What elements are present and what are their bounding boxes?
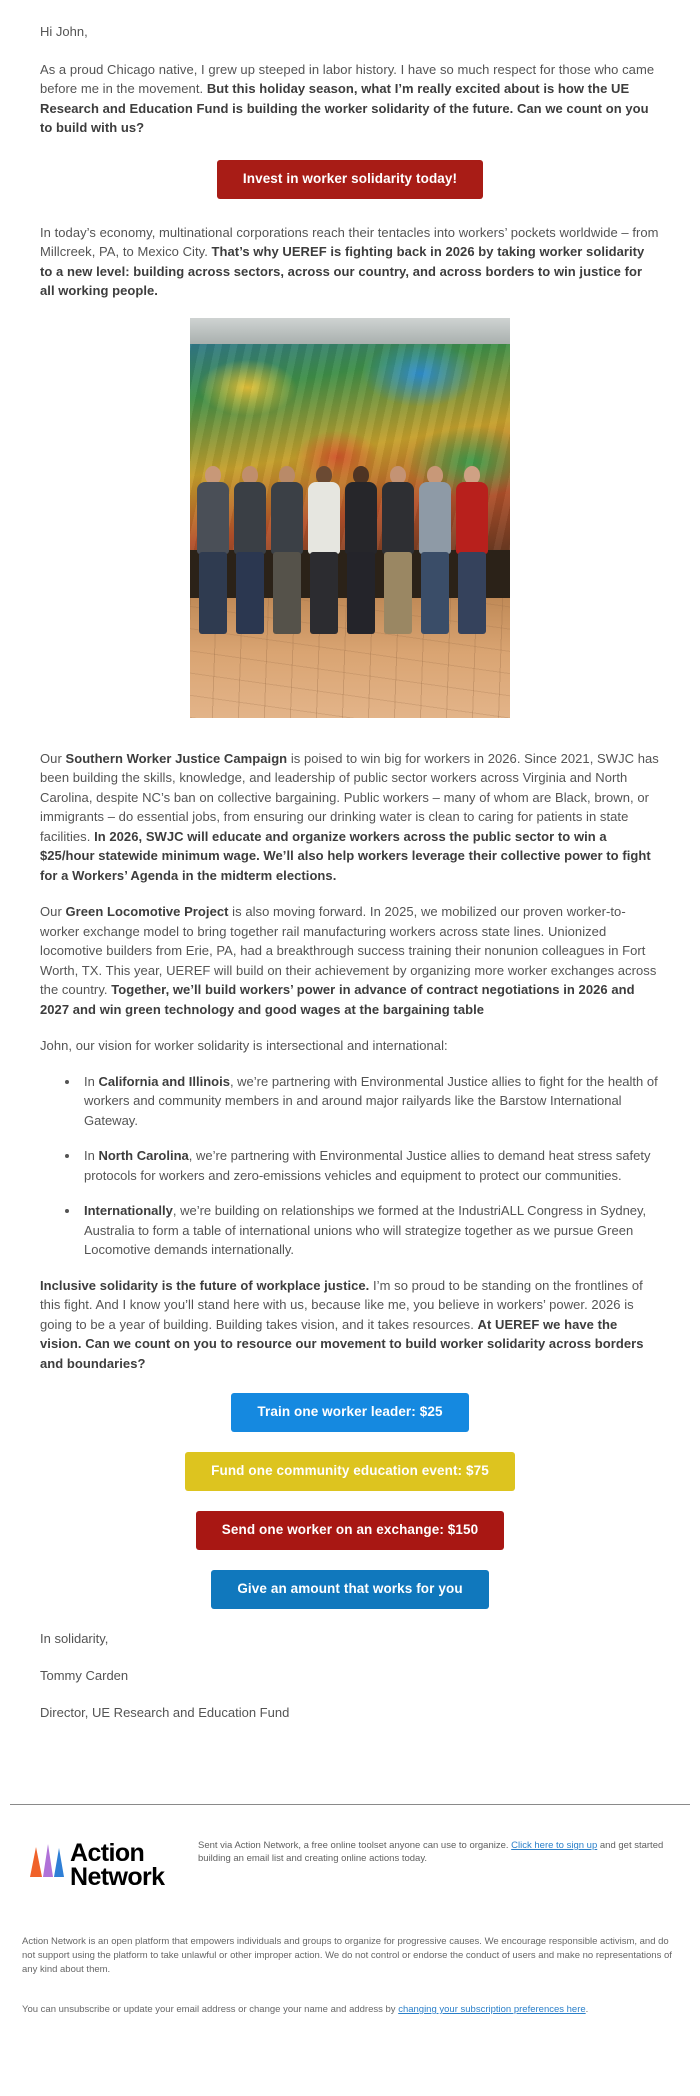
vision-0-text-2: , we’re partnering with Environmental Justice allies to fight for the health of workers and community members in and around major railyards like the Barstow International Gateway. <box>84 1073 658 1128</box>
swjc-bold-2: In 2026, SWJC will educate and organize workers across the public sector to win a $25/hour statewide minimum wage. We’ll also help workers leverage their collective power to fight for a Workers’ Agenda in the midterm elections. <box>40 828 651 883</box>
swjc-bold-1: Southern Worker Justice Campaign <box>65 750 288 766</box>
paragraph-economy <box>40 223 660 301</box>
closing-text-1: I’m so proud to be standing on the frontlines of this fight. And I know you’ll stand here with us, because like me, you believe in workers’ power. 2026 is going to be a year of building. Building takes vision, and it takes resources. <box>40 1277 643 1332</box>
legal-disclaimer: Action Network is an open platform that empowers individuals and groups to organize for progressive causes. We encourage responsible activism, and do not support using the platform to take unlawful or other improper action. We do not control or endorse the conduct of users and make no representations of any kind about them. <box>22 1936 672 1975</box>
sent-via-text <box>198 1839 670 1865</box>
paragraph-intro <box>40 60 660 138</box>
people-group <box>190 439 510 634</box>
donate-25-button[interactable]: Train one worker leader: $25 <box>231 1393 468 1432</box>
economy-text-1: In today’s economy, multinational corporations reach their tentacles into workers’ pockets worldwide – from Millcreek, PA, to Mexico City. <box>40 224 659 259</box>
closing-bold-2: At UEREF we have the vision. Can we count on you to resource our movement to build worker solidarity across borders and boundaries? <box>40 1316 644 1371</box>
donate-25-wrap <box>40 1393 660 1432</box>
list-item <box>80 1201 660 1260</box>
sender-name: Tommy Carden <box>40 1668 129 1683</box>
sent-via-part1: Sent via Action Network, a free online toolset anyone can use to organize. <box>198 1840 512 1851</box>
vision-1-text-2: , we’re partnering with Environmental Justice allies to demand heat stress safety protocols for workers and zero-emissions vehicles and equipment to protect our communities. <box>84 1148 651 1183</box>
donate-150-wrap <box>40 1511 660 1550</box>
footer-copy <box>198 1833 670 1865</box>
ceiling <box>190 318 510 344</box>
cta-primary-wrap <box>40 160 660 199</box>
economy-bold-1: That’s why UEREF is fighting back in 2026 by taking worker solidarity to a new level: building across sectors, across our country, and across borders to win justice for all working people. <box>40 244 645 298</box>
donate-150-button[interactable]: Send one worker on an exchange: $150 <box>196 1511 504 1550</box>
closing-bold-1: Inclusive solidarity is the future of workplace justice. <box>40 1277 370 1293</box>
glp-bold-1: Green Locomotive Project <box>65 904 229 919</box>
list-item <box>80 1072 660 1131</box>
donate-75-wrap <box>40 1452 660 1491</box>
sent-via-part2: and get started building an email list and creating online actions today. <box>198 1840 664 1864</box>
signup-link[interactable]: Click here to sign up <box>511 1840 598 1851</box>
union-workers-photo <box>190 318 510 718</box>
greeting: Hi John, <box>40 24 88 39</box>
signoff: In solidarity, <box>40 1631 109 1646</box>
swjc-text-2: is poised to win big for workers in 2026. Since 2021, SWJC has been building the skills, knowledge, and leadership of public sector workers across Virginia and North Carolina, despite NC’s ban on collective bargaining. Public workers – many of whom are Black, brown, or immigrants – do essential jobs, from ensuring our drinking water is clean to caring for patients in state facilities. <box>40 750 659 844</box>
glp-text-1: Our <box>40 904 66 919</box>
unsubscribe-part1: You can unsubscribe or update your email address or change your name and address by <box>22 2004 399 2015</box>
action-network-logo <box>30 1833 180 1889</box>
intro-bold-1: But this holiday season, what I’m really excited about is how the UE Research and Education Fund is building the worker solidarity of the future. Can we count on you to build with us? <box>40 81 649 135</box>
invest-in-worker-solidarity-button[interactable]: Invest in worker solidarity today! <box>217 160 483 199</box>
logo-triangles-icon <box>30 1841 65 1877</box>
swjc-text-1: Our <box>40 750 66 766</box>
paragraph-green-locomotive <box>40 902 660 1019</box>
donate-custom-wrap <box>40 1570 660 1609</box>
vision-1-bold: North Carolina <box>98 1148 189 1163</box>
glp-bold-2: Together, we’ll build workers’ power in advance of contract negotiations in 2026 and 2027 and win green technology and good wages at the bargaining table <box>40 982 635 1017</box>
logo-text-network: Network <box>70 1863 165 1891</box>
donate-75-button[interactable]: Fund one community education event: $75 <box>185 1452 515 1491</box>
paragraph-closing <box>40 1276 660 1374</box>
photo-wrap <box>40 318 660 723</box>
vision-1-text-1: In <box>84 1148 99 1163</box>
vision-2-text-2: , we’re building on relationships we formed at the IndustriALL Congress in Sydney, Australia to form a table of international unions who will strategize together as we pursue Green Locomotive demands internationally. <box>84 1203 647 1257</box>
footer <box>0 1805 700 1889</box>
vision-0-bold: California and Illinois <box>98 1073 230 1089</box>
logo-text-action: Action <box>70 1839 145 1867</box>
unsubscribe-line <box>22 2003 678 2017</box>
subscription-preferences-link[interactable]: changing your subscription preferences here <box>398 2004 586 2015</box>
list-item <box>80 1146 660 1185</box>
legal-section <box>0 1889 700 2053</box>
donate-custom-button[interactable]: Give an amount that works for you <box>211 1570 488 1609</box>
vision-intro: John, our vision for worker solidarity is intersectional and international: <box>40 1038 448 1053</box>
unsubscribe-part2: . <box>585 2004 589 2015</box>
intro-text-1: As a proud Chicago native, I grew up steeped in labor history. I have so much respect for those who came before me in the movement. <box>40 61 655 96</box>
vision-list <box>40 1072 660 1260</box>
vision-2-bold: Internationally <box>84 1203 173 1218</box>
glp-text-2: is also moving forward. In 2025, we mobilized our proven worker-to-worker exchange model to bring together rail manufacturing workers across state lines. Unionized locomotive builders from Erie, PA, had a breakthrough success training their nonunion colleagues in Fort Worth, TX. This year, UEREF will build on their achievement by organizing more worker exchanges across the country. <box>40 904 657 997</box>
vision-0-text-1: In <box>84 1073 99 1089</box>
paragraph-swjc <box>40 749 660 886</box>
signature-block <box>40 1629 660 1766</box>
sender-title: Director, UE Research and Education Fund <box>40 1705 290 1720</box>
